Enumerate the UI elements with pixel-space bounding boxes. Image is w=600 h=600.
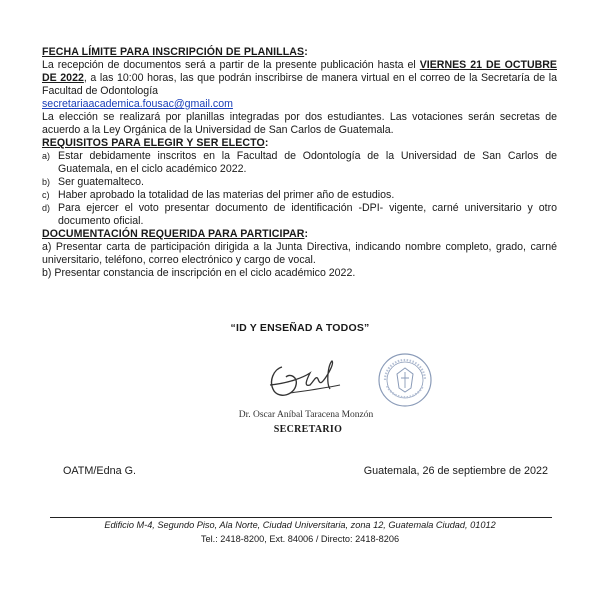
list-item: b) Ser guatemalteco. <box>42 176 144 188</box>
list-item: a) Estar debidamente inscritos en la Facultad de Odontología de la Universidad de San Carlos de Guatemala, en el ciclo académico 2022. <box>42 150 557 175</box>
signatory-title: SECRETARIO <box>273 424 343 435</box>
motto: “ID Y ENSEÑAD A TODOS” <box>230 322 370 334</box>
reception-date: VIERNES 21 DE OCTUBRE DE 2022 <box>42 59 557 84</box>
signature-image <box>260 355 350 405</box>
requirements-heading-line: REQUISITOS PARA ELEGIR Y SER ELECTO: <box>42 137 269 149</box>
documents-list <box>42 241 557 280</box>
deadline-heading-line: FECHA LÍMITE PARA INSCRIPCIÓN DE PLANILLAS: <box>42 46 308 58</box>
footer-phones: Tel.: 2418-8200, Ext. 84006 / Directo: 2418-8206 <box>200 534 400 544</box>
list-item: b) Presentar constancia de inscripción en el ciclo académico 2022. <box>42 267 356 279</box>
faculty-seal <box>377 352 433 408</box>
requirements-list <box>42 150 557 228</box>
requirements-heading: REQUISITOS PARA ELEGIR Y SER ELECTO <box>42 137 265 149</box>
election-paragraph: La elección se realizará por planillas integradas por dos estudiantes. Las votaciones serán secretas de acuerdo a la Ley Orgánica de la Universidad de San Carlos de Guatemala. <box>42 111 557 136</box>
list-item: d) Para ejercer el voto presentar documento de identificación -DPI- vigente, carné universitario y otro documento oficial. <box>42 202 557 227</box>
documents-heading-line: DOCUMENTACIÓN REQUERIDA PARA PARTICIPAR: <box>42 228 308 240</box>
footer-address: Edificio M-4, Segundo Piso, Ala Norte, Ciudad Universitaria, zona 12, Guatemala Ciudad, 01012 <box>104 520 496 530</box>
notice-body <box>42 46 557 280</box>
list-item: c) Haber aprobado la totalidad de las materias del primer año de estudios. <box>42 189 395 201</box>
email-link[interactable]: secretariaacademica.fousac@gmail.com <box>42 98 233 110</box>
initials: OATM/Edna G. <box>63 465 136 477</box>
signatory-name: Dr. Oscar Aníbal Taracena Monzón <box>238 410 374 420</box>
deadline-heading: FECHA LÍMITE PARA INSCRIPCIÓN DE PLANILLAS <box>42 46 305 58</box>
footer-divider <box>50 517 552 518</box>
documents-heading: DOCUMENTACIÓN REQUERIDA PARA PARTICIPAR <box>42 228 305 240</box>
list-item: a) Presentar carta de participación dirigida a la Junta Directiva, indicando nombre completo, grado, carné universitario, teléfono, correo electrónico y cargo de vocal. <box>42 241 557 266</box>
place-date: Guatemala, 26 de septiembre de 2022 <box>363 465 548 477</box>
reception-paragraph: La recepción de documentos será a partir de la presente publicación hasta el VIERNES 21 DE OCTUBRE DE 2022, a las 10:00 horas, las que podrán inscribirse de manera virtual en el correo de la Secretaría de la Facultad de Odontología secretariaacademica.fousac@gmail.com <box>42 59 558 110</box>
